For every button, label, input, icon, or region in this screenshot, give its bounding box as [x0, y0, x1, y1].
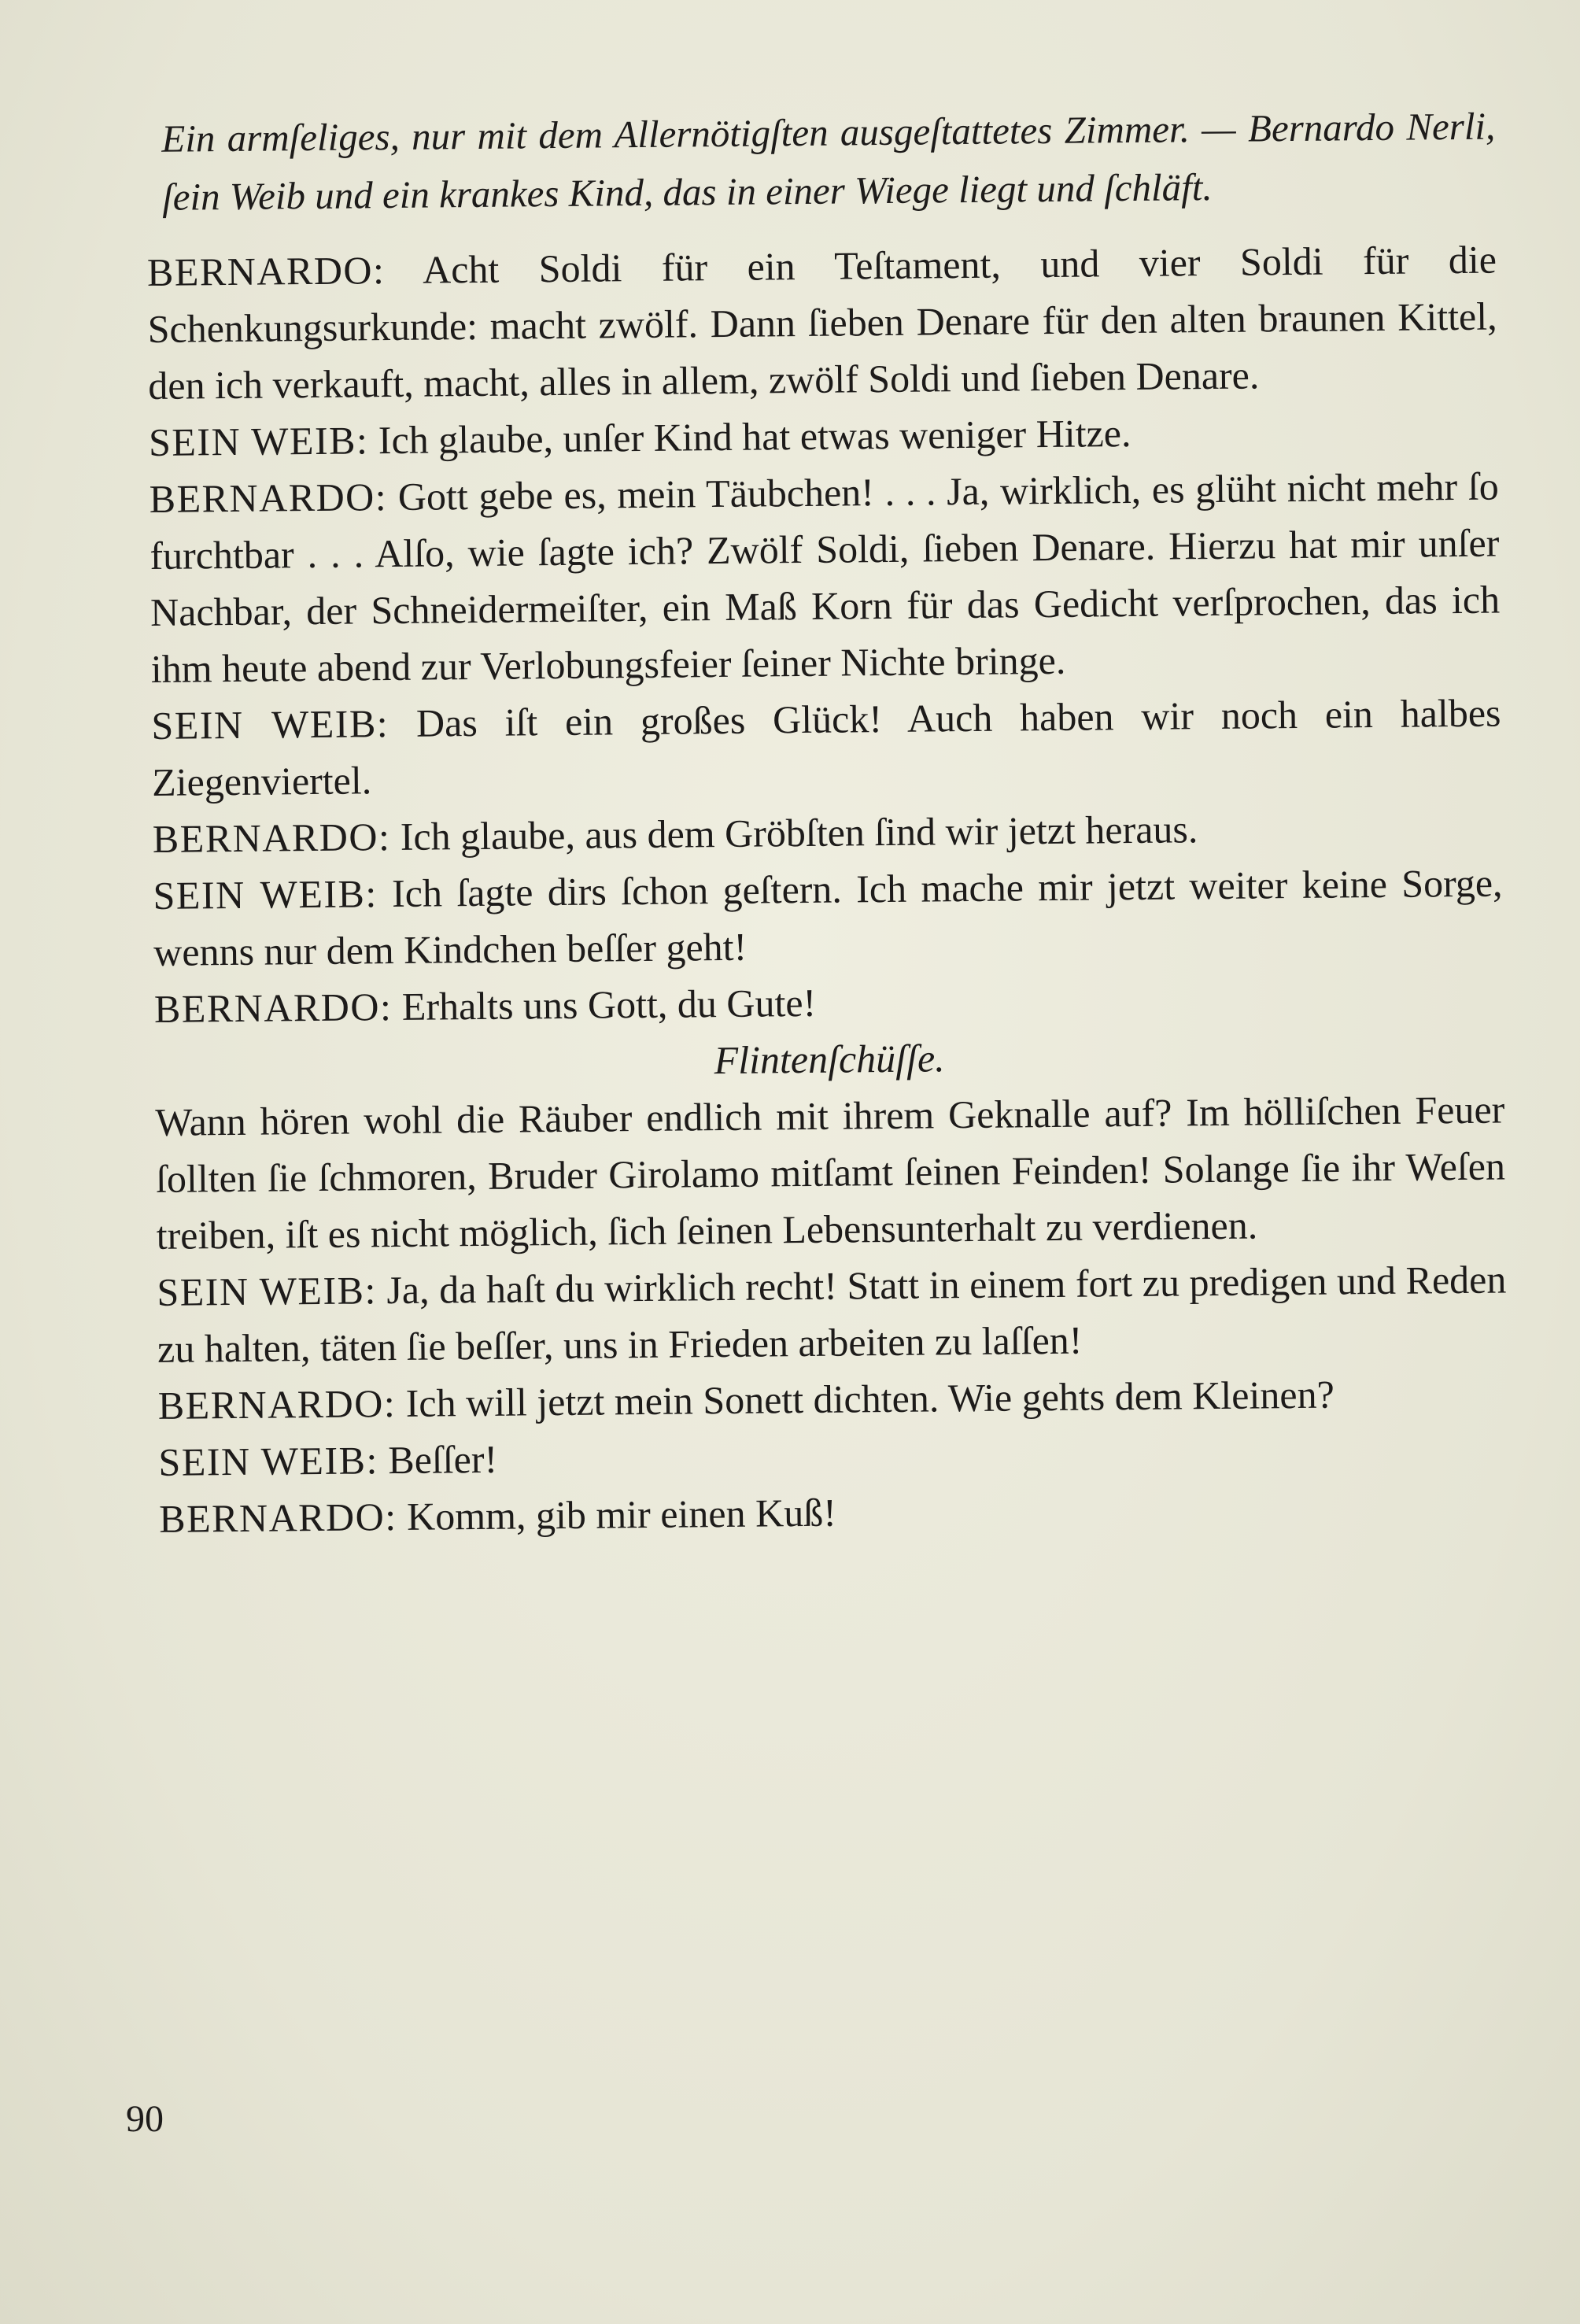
speech-text: Ich glaube, unſer Kind hat etwas weniger Hitze.: [378, 410, 1131, 463]
speech-text: Acht Soldi für ein Teſtament, und vier Soldi für die Schenkungsurkunde: macht zwölf. Dann ſieben Denare für den alten braunen Kittel, den ich verkauft, macht, alles in allem, zwölf Soldi und ſieben Denare.: [147, 237, 1497, 408]
dialogue-line: [149, 458, 1501, 697]
page-text: [146, 98, 1508, 1547]
speech-text: Ich will jetzt mein Sonett dichten. Wie gehts dem Kleinen?: [405, 1372, 1335, 1425]
speaker-name: BERNARDO:: [149, 475, 388, 521]
speaker-name: SEIN WEIB:: [148, 418, 369, 464]
speaker-name: BERNARDO:: [153, 985, 393, 1031]
stage-direction-center: Flintenſchüſſe.: [714, 1036, 945, 1083]
speaker-name: SEIN WEIB:: [151, 701, 389, 748]
speech-text: Das iſt ein großes Glück! Auch haben wir noch ein halbes Ziegenviertel.: [151, 690, 1501, 804]
speaker-name: SEIN WEIB:: [158, 1438, 379, 1484]
dialogue-line: [155, 1081, 1506, 1263]
dialogue-line: [147, 231, 1498, 414]
speaker-name: SEIN WEIB:: [157, 1268, 378, 1314]
speech-text: Ich ſagte dirs ſchon geſtern. Ich mache mir jetzt weiter keine Sorge, wenns nur dem Kindchen beſſer geht!: [153, 860, 1503, 974]
speaker-name: BERNARDO:: [152, 815, 391, 861]
speech-text: Gott gebe es, mein Täubchen! . . . Ja, wirklich, es glüht nicht mehr ſo furchtbar . . . Alſo, wie ſagte ich? Zwölf Soldi, ſieben Denare. Hierzu hat mir unſer Nachbar, der Schneidermeiſter, ein Maß Korn für das Gedicht verſprochen, das ich ihm heute abend zur Verlobungsfeier ſeiner Nichte bringe.: [150, 464, 1501, 691]
speaker-name: BERNARDO:: [158, 1495, 397, 1541]
page-number: 90: [126, 2098, 164, 2140]
dialogue-line: [151, 685, 1501, 811]
speech-text: Ich glaube, aus dem Gröbſten ſind wir jetzt heraus.: [400, 807, 1198, 859]
dialogue-line: [159, 1477, 1509, 1546]
speech-text: Beſſer!: [388, 1436, 498, 1483]
stage-direction-opening: Ein armſeliges, nur mit dem Allernötigſten ausgeſtattetes Zimmer. — Bernardo Nerli, ſein Weib und ein krankes Kind, das in einer Wiege liegt und ſchläft.: [161, 104, 1496, 219]
speech-text: Wann hören wohl die Räuber endlich mit ihrem Geknalle auf? Im hölliſchen Feuer ſollten ſie ſchmoren, Bruder Girolamo mitſamt ſeinen Feinden! Solange ſie ihr Weſen treiben, iſt es nicht möglich, ſich ſeinen Lebensunterhalt zu verdienen.: [155, 1087, 1506, 1258]
speaker-name: SEIN WEIB:: [153, 871, 378, 918]
speech-text: Ja, da haſt du wirklich recht! Statt in einem fort zu predigen und Reden zu halten, täten ſie beſſer, uns in Frieden arbeiten zu laſſen!: [157, 1257, 1507, 1371]
speech-text: Komm, gib mir einen Kuß!: [406, 1490, 837, 1539]
speech-text: Erhalts uns Gott, du Gute!: [401, 980, 817, 1029]
speaker-name: BERNARDO:: [146, 248, 386, 294]
speaker-name: BERNARDO:: [157, 1381, 397, 1428]
dialogue-line: [153, 854, 1503, 980]
dialogue-line: [157, 1251, 1507, 1376]
